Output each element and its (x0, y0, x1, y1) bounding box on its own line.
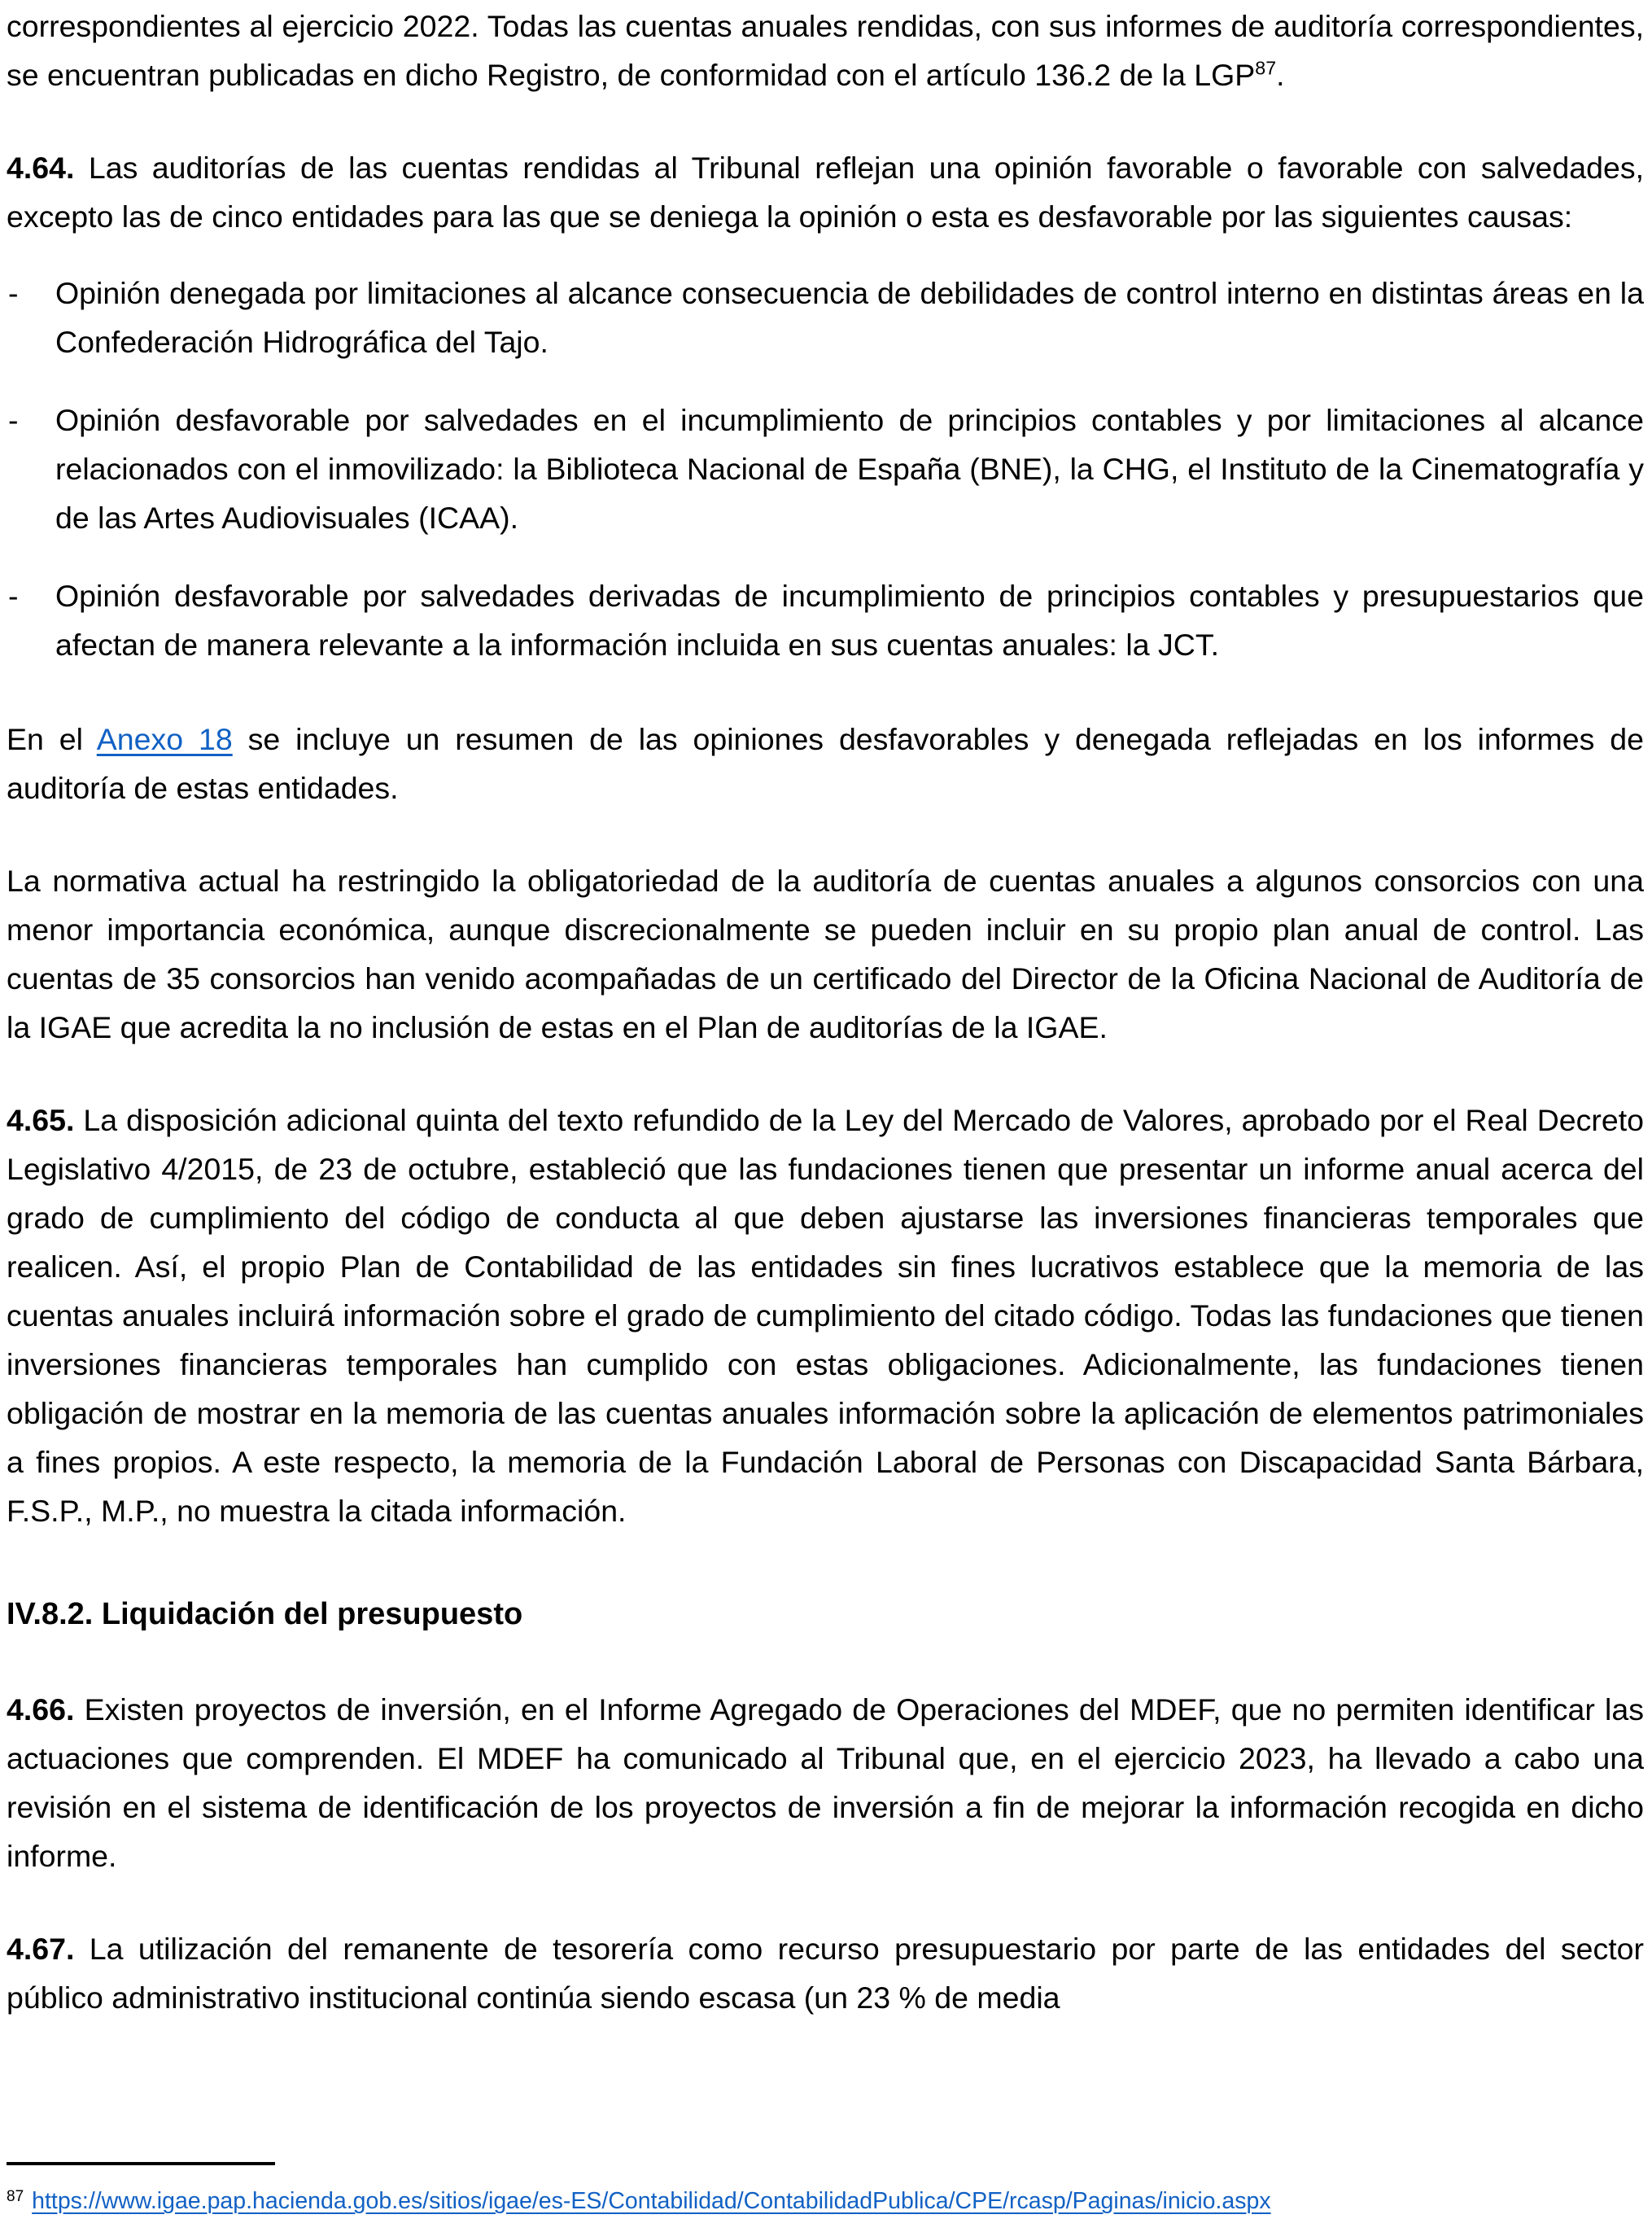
anexo-prefix: En el (7, 722, 97, 756)
paragraph-intro-text: correspondientes al ejercicio 2022. Todas las cuentas anuales rendidas, con sus informes de auditoría correspondientes, se encuentran publicadas en dicho Registro, de conformidad con el artículo 136.2 de la LGP (7, 9, 1644, 92)
footnote-area (7, 2162, 1644, 2217)
spacer (7, 840, 1644, 856)
bullet-dash-icon: - (8, 403, 19, 437)
paragraph-anexo-reference (7, 715, 1644, 812)
spacer (7, 127, 1644, 143)
paragraph-intro-tail: . (1276, 58, 1285, 92)
paragraph-4-64 (7, 143, 1644, 241)
paragraph-4-65-text: La disposición adicional quinta del texto refundido de la Ley del Mercado de Valores, aprobado por el Real Decreto Legislativo 4/2015, de 23 de octubre, estableció que las fundaciones tienen que presentar un informe anual acerca del grado de cumplimiento del código de conducta al que deben ajustarse las inversiones financieras temporales que realicen. Así, el propio Plan de Contabilidad de las entidades sin fines lucrativos establece que la memoria de las cuentas anuales incluirá información sobre el grado de cumplimiento del citado código. Todas las fundaciones que tienen inversiones financieras temporales han cumplido con estas obligaciones. Adicionalmente, las fundaciones tienen obligación de mostrar en la memoria de las cuentas anuales información sobre la aplicación de elementos patrimoniales a fines propios. A este respecto, la memoria de la Fundación Laboral de Personas con Discapacidad Santa Bárbara, F.S.P., M.P., no muestra la citada información. (7, 1103, 1644, 1528)
list-item (7, 269, 1644, 366)
footnote-reference-87[interactable]: 87 (1255, 57, 1277, 79)
footnote-marker-87: 87 (7, 2188, 24, 2205)
list-item-text-2: Opinión desfavorable por salvedades en el incumplimiento de principios contables y por limitaciones al alcance relacionados con el inmovilizado: la Biblioteca Nacional de España (BNE), la CHG, el Instituto de la Cinematografía y de las Artes Audiovisuales (ICAA). (55, 403, 1644, 535)
footnote-separator-rule (7, 2162, 275, 2165)
paragraph-number-4-66: 4.66. (7, 1692, 75, 1727)
paragraph-number-4-67: 4.67. (7, 1932, 75, 1966)
bullet-dash-icon: - (8, 276, 19, 310)
link-anexo-18[interactable]: Anexo 18 (96, 722, 233, 756)
list-item (7, 571, 1644, 669)
paragraph-intro-continued (7, 0, 1644, 99)
spacer (7, 1669, 1644, 1685)
paragraph-4-65 (7, 1096, 1644, 1535)
anexo-suffix: se incluye un resumen de las opiniones desfavorables y denegada reflejadas en los informes de auditoría de estas entidades. (7, 722, 1644, 805)
footnote-entry-87 (7, 2185, 1644, 2217)
list-item-text-1: Opinión denegada por limitaciones al alcance consecuencia de debilidades de control interno en distintas áreas en la Confederación Hidrográfica del Tajo. (55, 276, 1644, 359)
footnote-link-igae[interactable]: https://www.igae.pap.hacienda.gob.es/sitios/igae/es-ES/Contabilidad/ContabilidadPublica/CPE/rcasp/Paginas/inicio.aspx (32, 2188, 1271, 2214)
paragraph-4-66-text: Existen proyectos de inversión, en el Informe Agregado de Operaciones del MDEF, que no permiten identificar las actuaciones que comprenden. El MDEF ha comunicado al Tribunal que, en el ejercicio 2023, ha llevado a cabo una revisión en el sistema de identificación de los proyectos de inversión a fin de mejorar la información recogida en dicho informe. (7, 1692, 1644, 1873)
paragraph-4-67-text: La utilización del remanente de tesorería como recurso presupuestario por parte de las entidades del sector público administrativo institucional continúa siendo escasa (un 23 % de media (7, 1932, 1644, 2015)
paragraph-number-4-65: 4.65. (7, 1103, 75, 1137)
spacer (7, 1908, 1644, 1924)
page-content (7, 0, 1644, 2022)
spacer (7, 698, 1644, 715)
paragraph-4-67 (7, 1924, 1644, 2022)
list-item (7, 396, 1644, 542)
list-item-text-3: Opinión desfavorable por salvedades derivadas de incumplimiento de principios contables y presupuestarios que afectan de manera relevante a la información incluida en sus cuentas anuales: la JCT. (55, 579, 1644, 662)
spacer (7, 1079, 1644, 1096)
paragraph-number-4-64: 4.64. (7, 151, 75, 185)
spacer (7, 1563, 1644, 1591)
bullet-dash-icon: - (8, 579, 19, 613)
paragraph-4-66 (7, 1685, 1644, 1880)
paragraph-4-64-text: Las auditorías de las cuentas rendidas al Tribunal reflejan una opinión favorable o favorable con salvedades, excepto las de cinco entidades para las que se deniega la opinión o esta es desfavorable por las siguientes causas: (7, 151, 1644, 234)
section-heading-iv-8-2: IV.8.2. Liquidación del presupuesto (7, 1597, 523, 1631)
paragraph-normativa: La normativa actual ha restringido la obligatoriedad de la auditoría de cuentas anuales a algunos consorcios con una menor importancia económica, aunque discrecionalmente se pueden incluir en su propio plan anual de control. Las cuentas de 35 consorcios han venido acompañadas de un certificado del Director de la Oficina Nacional de Auditoría de la IGAE que acredita la no inclusión de estas en el Plan de auditorías de la IGAE. (7, 864, 1644, 1044)
